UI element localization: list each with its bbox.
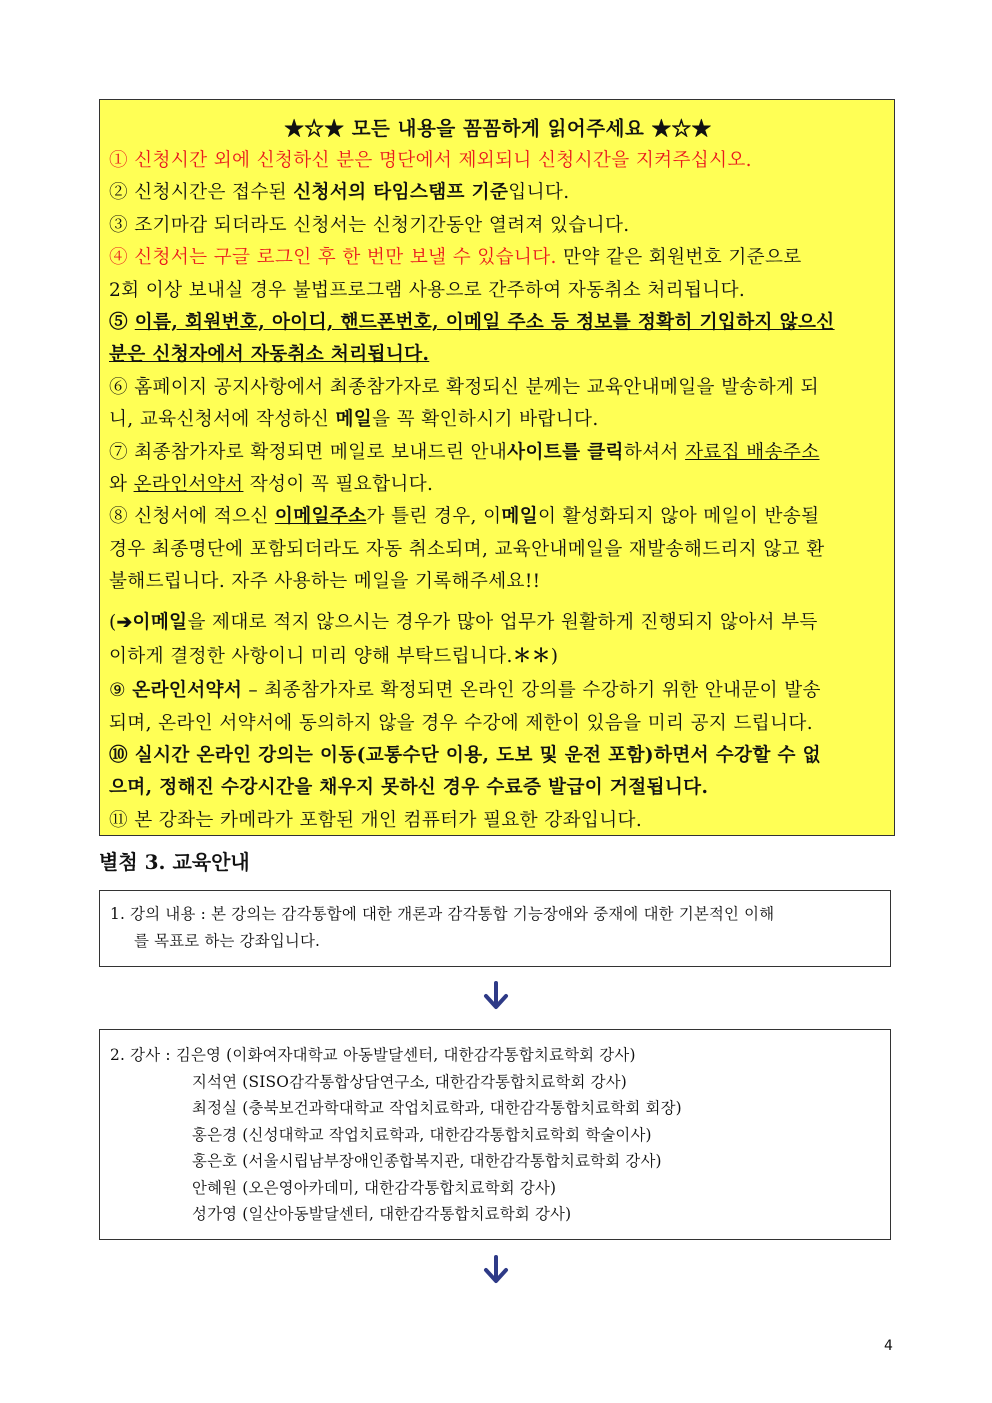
- email-note: [109, 607, 887, 639]
- notice-item-6: ⑥ 홈페이지 공지사항에서 최종참가자로 확정되신 분께는 교육안내메일을 발송하게 되: [109, 376, 819, 398]
- spacer: [109, 599, 887, 607]
- notice-item-8-cont: 경우 최종명단에 포함되더라도 자동 취소되며, 교육안내메일을 재발송해드리지 않고 환: [109, 538, 825, 560]
- notice-item-10-cont: 으며, 정해진 수강시간을 채우지 못하신 경우 수료증 발급이 거절됩니다.: [109, 777, 709, 799]
- underlined-text: 온라인서약서: [133, 474, 244, 496]
- notice-item-1: ① 신청시간 외에 신청하신 분은 명단에서 제외되니 신청시간을 지켜주십시오.: [109, 150, 752, 171]
- notice-item-6-cont: [109, 404, 887, 436]
- notice-item-5: [109, 307, 887, 339]
- notice-item-5-cont: [109, 339, 887, 371]
- emphasis: 사이트를 클릭: [507, 441, 624, 463]
- asterisks: ＊＊: [512, 646, 551, 668]
- instructor-line: 홍은호 (서울시립남부장애인종합복지관, 대한감각통합치료학회 강사): [192, 1152, 662, 1170]
- warning-text: ④ 신청서는 구글 로그인 후 한 번만 보낼 수 있습니다.: [109, 247, 557, 269]
- notice-item-10: ⑩ 실시간 온라인 강의는 이동(교통수단 이용, 도보 및 운전 포함)하면서 수강할 수 없: [109, 744, 821, 766]
- text: 와: [109, 474, 134, 496]
- text: 입니다.: [508, 182, 570, 204]
- section-title: 별첨 3. 교육안내: [99, 850, 250, 874]
- email-note-cont: [109, 639, 887, 675]
- text: ⑦ 최종참가자로 확정되면 메일로 보내드린 안내: [109, 441, 508, 463]
- instructor-line: 성가영 (일산아동발달센터, 대한감각통합치료학회 강사): [192, 1205, 572, 1223]
- course-content-line: 1. 강의 내용 : 본 강의는 감각통합에 대한 개론과 감각통합 기능장애와 중재에 대한 기본적인 이해: [110, 905, 775, 923]
- text: – 최종참가자로 확정되면 온라인 강의를 수강하기 위한 안내문이 발송: [242, 680, 821, 702]
- text: 하셔서: [623, 441, 686, 463]
- instructor-name: 김은영 (이화여자대학교 아동발달센터, 대한감각통합치료학회 강사): [175, 1046, 636, 1064]
- notice-item-7-cont: [109, 469, 887, 501]
- notice-item-8-cont2: 불해드립니다. 자주 사용하는 메일을 기록해주세요!!: [109, 571, 541, 593]
- down-arrow-icon: [478, 1252, 514, 1288]
- notice-item-8: [109, 501, 887, 533]
- course-content-line: 를 목표로 하는 강좌입니다.: [134, 931, 321, 950]
- notice-item-4: [109, 242, 887, 274]
- text: 이 활성화되지 않아 메일이 반송될: [538, 506, 820, 528]
- instructor-line: 지석연 (SISO감각통합상담연구소, 대한감각통합치료학회 강사): [192, 1072, 627, 1091]
- emphasis: 메일: [335, 409, 373, 431]
- emphasis: 신청서의 타임스탬프 기준: [293, 182, 509, 204]
- notice-item-11: ⑪ 본 강좌는 카메라가 포함된 개인 컴퓨터가 필요한 강좌입니다.: [109, 809, 643, 831]
- notice-item-3: ③ 조기마감 되더라도 신청서는 신청기간동안 열려져 있습니다.: [109, 214, 630, 236]
- emphasis: 이메일주소: [274, 506, 367, 528]
- text: ② 신청시간은 접수된: [109, 182, 294, 204]
- text: 이하게 결정한 사항이니 미리 양해 부탁드립니다.: [109, 646, 513, 668]
- emphasis: 메일: [501, 506, 539, 528]
- down-arrow-icon: [478, 978, 514, 1014]
- instructors-box: [99, 1029, 891, 1240]
- notice-item-2: [109, 177, 887, 209]
- notice-box: [99, 99, 895, 836]
- page-number: 4: [884, 1338, 893, 1354]
- notice-item-7: [109, 437, 887, 469]
- course-content-box: [99, 890, 891, 967]
- notice-item-4-cont: 2회 이상 보내실 경우 불법프로그램 사용으로 간주하여 자동취소 처리됩니다.: [109, 279, 746, 301]
- instructor-line: 홍은경 (신성대학교 작업치료학과, 대한감각통합치료학회 학술이사): [192, 1125, 652, 1144]
- instructor-line: 최정실 (충북보건과학대학교 작업치료학과, 대한감각통합치료학회 회장): [192, 1099, 682, 1117]
- text: ): [550, 646, 559, 668]
- notice-title: ★☆★ 모든 내용을 꼼꼼하게 읽어주세요 ★☆★: [284, 117, 712, 140]
- emphasis: 이름, 회원번호, 아이디, 핸드폰번호, 이메일 주소 등 정보를 정확히 기입하지 않으신: [134, 312, 835, 334]
- emphasis: 온라인서약서: [132, 680, 243, 702]
- text: 만약 같은 회원번호 기준으로: [556, 247, 802, 269]
- instructor-line: 안혜원 (오은영아카데미, 대한감각통합치료학회 강사): [192, 1178, 557, 1197]
- emphasis: ➔이메일: [116, 611, 188, 633]
- number: ⑤: [109, 312, 135, 334]
- emphasis: 분은 신청자에서 자동취소 처리됩니다.: [109, 344, 430, 366]
- text: 가 틀린 경우, 이: [366, 506, 502, 528]
- underlined-text: 자료집 배송주소: [685, 441, 820, 463]
- text: 을 꼭 확인하시기 바랍니다.: [372, 409, 599, 431]
- text: 작성이 꼭 필요합니다.: [243, 474, 434, 496]
- text: ⑧ 신청서에 적으신: [109, 506, 275, 528]
- instructor-line: [110, 1042, 880, 1069]
- notice-item-9-cont: 되며, 온라인 서약서에 동의하지 않을 경우 수강에 제한이 있음을 미리 공지 드립니다.: [109, 712, 813, 734]
- text: 을 제대로 적지 않으시는 경우가 많아 업무가 원활하게 진행되지 않아서 부득: [187, 611, 818, 633]
- notice-item-9: [109, 675, 887, 707]
- text: (: [109, 611, 117, 633]
- number: ⑨: [109, 680, 133, 702]
- instructors-label: 2. 강사 :: [110, 1046, 176, 1064]
- text: 니, 교육신청서에 작성하신: [109, 409, 336, 431]
